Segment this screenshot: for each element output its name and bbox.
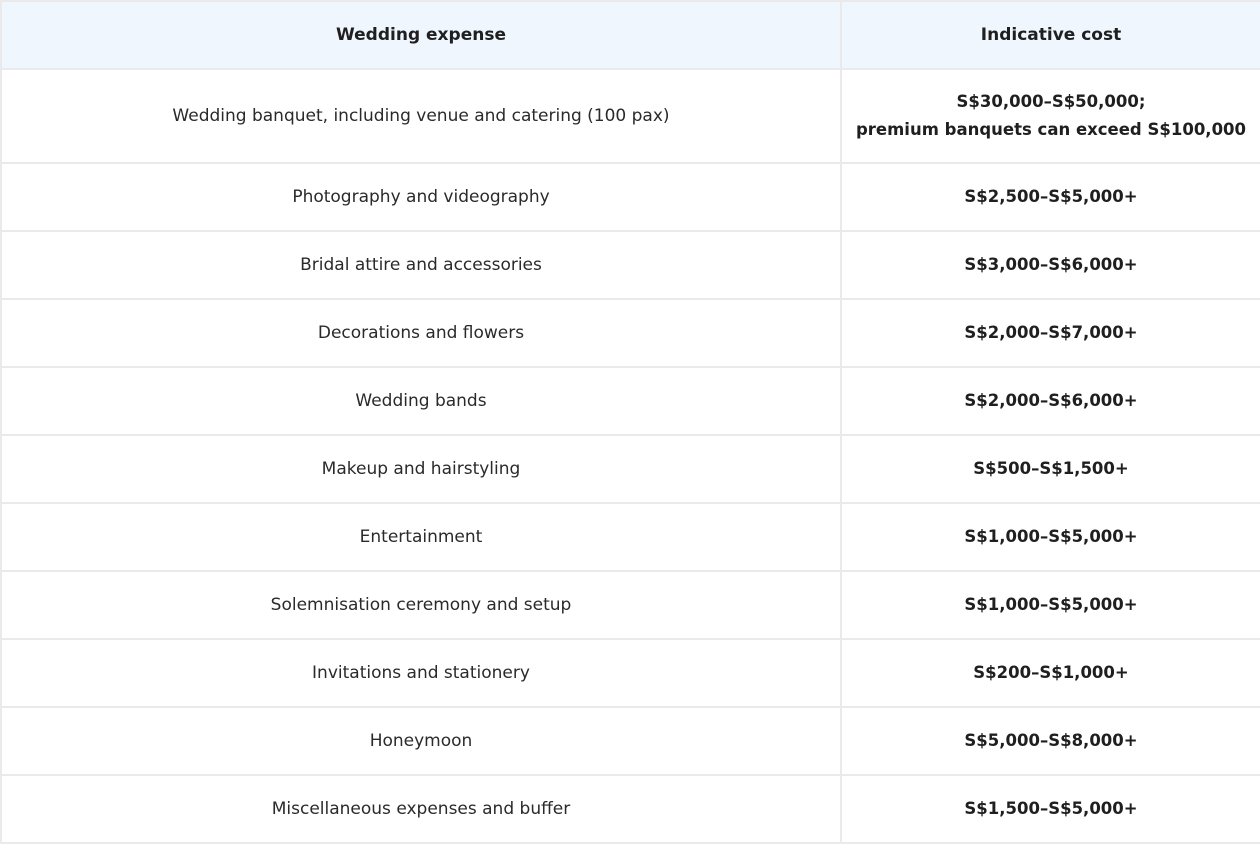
cost-note: premium banquets can exceed S$100,000 bbox=[855, 120, 1247, 139]
table-row bbox=[1, 571, 1260, 639]
expense-cell: Bridal attire and accessories bbox=[1, 231, 841, 299]
expense-cell: Wedding bands bbox=[1, 367, 841, 435]
cost-cell: S$1,500–S$5,000+ bbox=[841, 775, 1260, 843]
table-row bbox=[1, 367, 1260, 435]
expense-cell: Entertainment bbox=[1, 503, 841, 571]
table-row bbox=[1, 299, 1260, 367]
table-row bbox=[1, 435, 1260, 503]
table-row bbox=[1, 163, 1260, 231]
expense-cell: Honeymoon bbox=[1, 707, 841, 775]
table-row bbox=[1, 775, 1260, 843]
header-row bbox=[1, 1, 1260, 69]
table-row bbox=[1, 639, 1260, 707]
cost-line: S$30,000–S$50,000; bbox=[956, 92, 1146, 111]
cost-cell: S$200–S$1,000+ bbox=[841, 639, 1260, 707]
cost-cell: S$3,000–S$6,000+ bbox=[841, 231, 1260, 299]
expense-cell: Solemnisation ceremony and setup bbox=[1, 571, 841, 639]
cost-cell: S$2,500–S$5,000+ bbox=[841, 163, 1260, 231]
table-row bbox=[1, 231, 1260, 299]
cost-cell: S$1,000–S$5,000+ bbox=[841, 571, 1260, 639]
table-row bbox=[1, 707, 1260, 775]
table-header bbox=[1, 1, 1260, 69]
table-row bbox=[1, 69, 1260, 163]
cost-cell: S$5,000–S$8,000+ bbox=[841, 707, 1260, 775]
table-body bbox=[1, 69, 1260, 843]
cost-cell bbox=[841, 69, 1260, 163]
column-header-cost: Indicative cost bbox=[841, 1, 1260, 69]
expense-cell: Invitations and stationery bbox=[1, 639, 841, 707]
expense-cell: Wedding banquet, including venue and catering (100 pax) bbox=[1, 69, 841, 163]
column-header-expense: Wedding expense bbox=[1, 1, 841, 69]
expense-cell: Decorations and flowers bbox=[1, 299, 841, 367]
expense-cell: Photography and videography bbox=[1, 163, 841, 231]
cost-cell: S$1,000–S$5,000+ bbox=[841, 503, 1260, 571]
cost-cell: S$2,000–S$6,000+ bbox=[841, 367, 1260, 435]
expense-cell: Miscellaneous expenses and buffer bbox=[1, 775, 841, 843]
cost-cell: S$500–S$1,500+ bbox=[841, 435, 1260, 503]
table-row bbox=[1, 503, 1260, 571]
cost-cell: S$2,000–S$7,000+ bbox=[841, 299, 1260, 367]
expense-cell: Makeup and hairstyling bbox=[1, 435, 841, 503]
